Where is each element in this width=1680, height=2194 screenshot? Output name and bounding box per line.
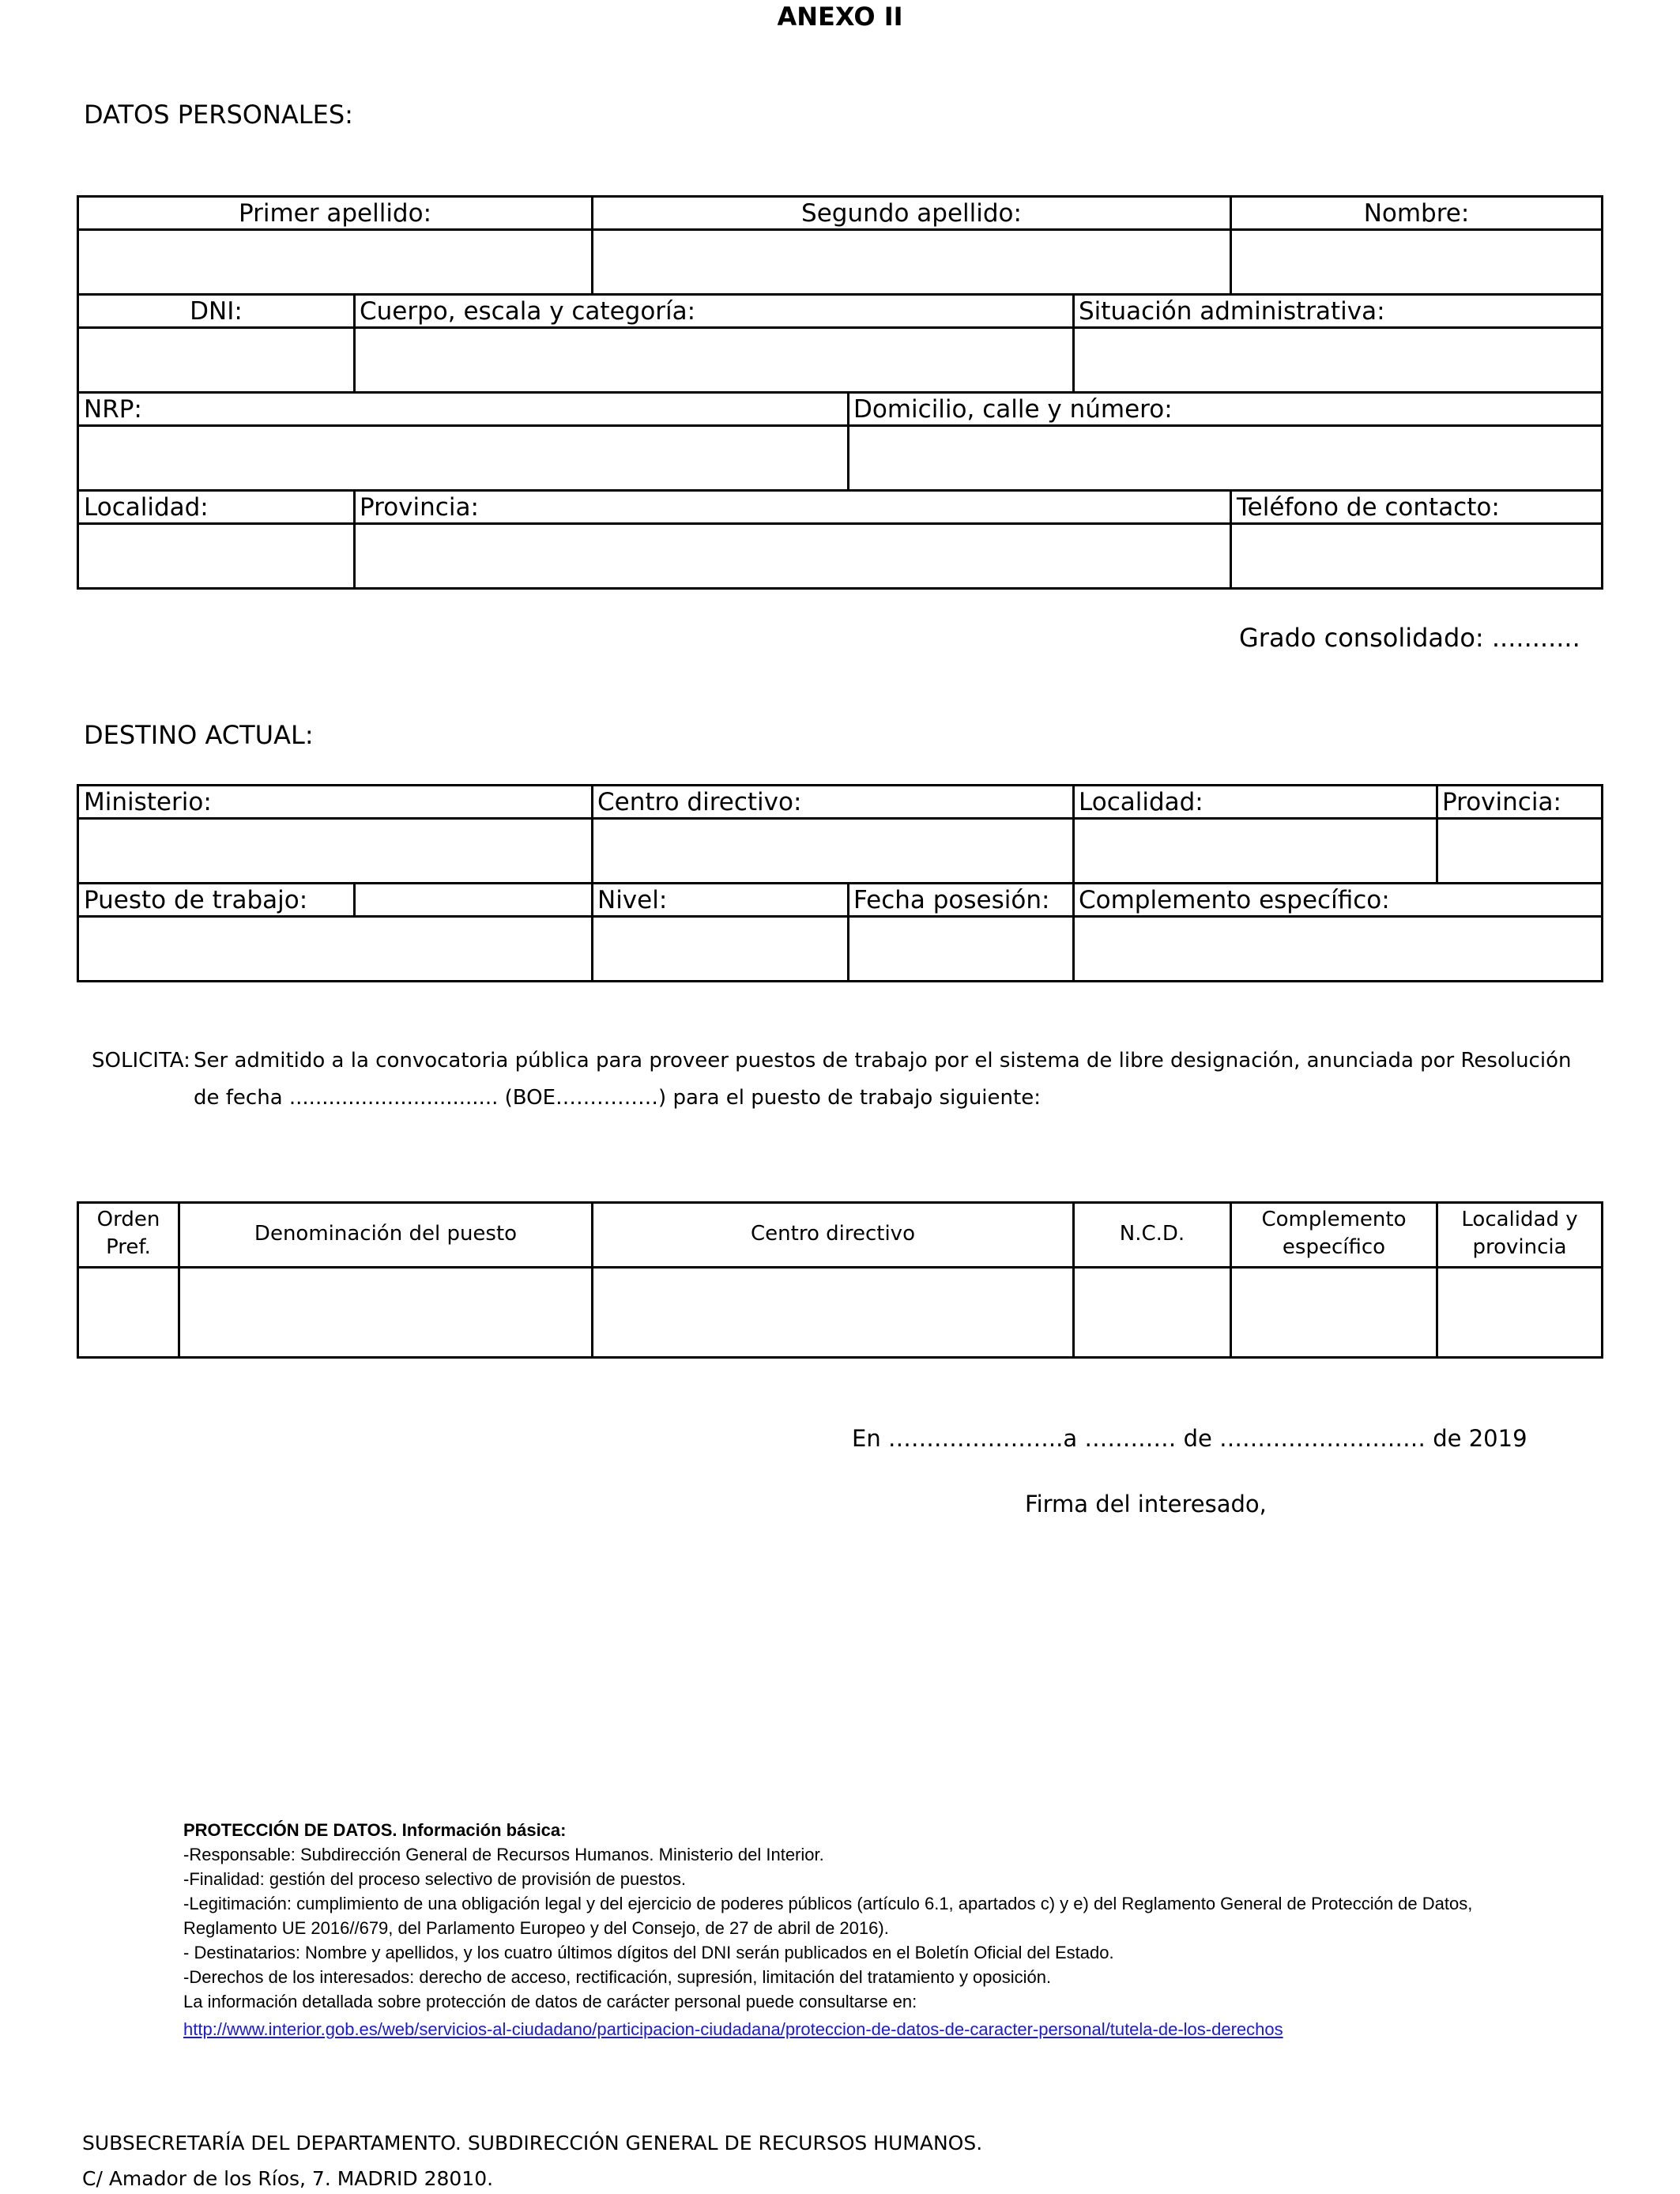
field-localidad[interactable] xyxy=(79,525,353,587)
label-nrp: NRP: xyxy=(84,395,142,424)
field-situacion[interactable] xyxy=(1075,329,1601,391)
field-dni[interactable] xyxy=(79,329,353,391)
field-centro-directivo[interactable] xyxy=(593,820,1072,882)
label-centro-directivo: Centro directivo: xyxy=(597,788,802,816)
field-localidad-provincia[interactable] xyxy=(1438,1269,1601,1356)
header-complemento: Complemento xyxy=(1261,1208,1407,1231)
field-nivel[interactable] xyxy=(593,918,847,980)
label-destino-provincia: Provincia: xyxy=(1442,788,1561,816)
field-complemento-especifico[interactable] xyxy=(1075,918,1601,980)
footer-line-2: C/ Amador de los Ríos, 7. MADRID 28010. xyxy=(82,2167,494,2190)
proteccion-heading: PROTECCIÓN DE DATOS. Información básica: xyxy=(183,1820,567,1840)
label-cuerpo: Cuerpo, escala y categoría: xyxy=(360,297,696,326)
proteccion-line: -Derechos de los interesados: derecho de acceso, rectificación, supresión, limitación del tratamiento y oposición. xyxy=(183,1967,1052,1987)
header-orden: Orden xyxy=(96,1208,160,1231)
proteccion-line: La información detallada sobre protección de datos de carácter personal puede consultarse en: xyxy=(183,1992,917,2011)
header-denominacion: Denominación del puesto xyxy=(254,1222,518,1246)
field-primer-apellido[interactable] xyxy=(79,231,591,293)
solicita-line-1: Ser admitido a la convocatoria pública para proveer puestos de trabajo por el sistema de libre designación, anunciada por Resolución xyxy=(194,1049,1572,1072)
header-ncd: N.C.D. xyxy=(1119,1222,1185,1246)
field-telefono[interactable] xyxy=(1232,525,1601,587)
label-destino-localidad: Localidad: xyxy=(1079,788,1203,816)
proteccion-line: - Destinatarios: Nombre y apellidos, y los cuatro últimos dígitos del DNI serán publicados en el Boletín Oficial del Estado. xyxy=(183,1943,1114,1962)
field-complemento[interactable] xyxy=(1232,1269,1436,1356)
firma-interesado: Firma del interesado, xyxy=(1025,1491,1267,1517)
field-centro[interactable] xyxy=(593,1269,1072,1356)
solicita-label: SOLICITA: xyxy=(92,1049,190,1072)
proteccion-line: -Finalidad: gestión del proceso selectivo de provisión de puestos. xyxy=(183,1869,686,1889)
label-telefono: Teléfono de contacto: xyxy=(1237,493,1500,522)
label-situacion: Situación administrativa: xyxy=(1079,297,1385,326)
label-nivel: Nivel: xyxy=(597,886,668,914)
document-title: ANEXO II xyxy=(777,2,903,32)
label-dni: DNI: xyxy=(190,297,243,326)
label-ministerio: Ministerio: xyxy=(84,788,212,816)
field-provincia[interactable] xyxy=(356,525,1230,587)
fecha-lugar: En …………………..a ………… de ……………………… de 2019 xyxy=(852,1425,1527,1452)
label-complemento-especifico: Complemento específico: xyxy=(1079,886,1390,914)
field-ncd[interactable] xyxy=(1075,1269,1230,1356)
field-nrp[interactable] xyxy=(79,427,847,489)
field-nombre[interactable] xyxy=(1232,231,1601,293)
proteccion-link[interactable]: http://www.interior.gob.es/web/servicios-al-ciudadano/participacion-ciudadana/proteccion-de-datos-de-caracter-personal/tutela-de-los-derechos xyxy=(183,2019,1283,2039)
label-nombre: Nombre: xyxy=(1363,199,1470,228)
field-cuerpo[interactable] xyxy=(356,329,1072,391)
field-orden[interactable] xyxy=(79,1269,178,1356)
label-localidad: Localidad: xyxy=(84,493,209,522)
field-domicilio[interactable] xyxy=(849,427,1601,489)
proteccion-line: -Legitimación: cumplimiento de una obligación legal y del ejercicio de poderes públicos (artículo 6.1, apartados c) y e) del Reglamento General de Protección de Datos, xyxy=(183,1894,1473,1913)
field-puesto-trabajo[interactable] xyxy=(79,918,591,980)
header-provincia: provincia xyxy=(1472,1235,1567,1259)
header-centro-directivo: Centro directivo xyxy=(751,1222,915,1246)
field-denominacion[interactable] xyxy=(180,1269,591,1356)
proteccion-line: -Responsable: Subdirección General de Recursos Humanos. Ministerio del Interior. xyxy=(183,1845,824,1864)
section-heading-destino: DESTINO ACTUAL: xyxy=(84,720,314,750)
proteccion-line: Reglamento UE 2016//679, del Parlamento Europeo y del Consejo, de 27 de abril de 2016). xyxy=(183,1918,889,1938)
field-destino-localidad[interactable] xyxy=(1075,820,1436,882)
header-especifico: específico xyxy=(1282,1235,1386,1259)
footer-line-1: SUBSECRETARÍA DEL DEPARTAMENTO. SUBDIRECCIÓN GENERAL DE RECURSOS HUMANOS. xyxy=(82,2132,983,2154)
field-ministerio[interactable] xyxy=(79,820,591,882)
solicita-line-2: de fecha ................................ (BOE……………) para el puesto de trabajo siguiente: xyxy=(194,1086,1041,1110)
label-segundo-apellido: Segundo apellido: xyxy=(801,199,1022,228)
field-segundo-apellido[interactable] xyxy=(593,231,1230,293)
label-fecha-posesion: Fecha posesión: xyxy=(853,886,1050,914)
header-pref: Pref. xyxy=(106,1235,151,1259)
label-puesto-trabajo: Puesto de trabajo: xyxy=(84,886,308,914)
label-primer-apellido: Primer apellido: xyxy=(238,199,432,228)
label-domicilio: Domicilio, calle y número: xyxy=(853,395,1173,424)
field-fecha-posesion[interactable] xyxy=(849,918,1072,980)
grado-consolidado: Grado consolidado: ........... xyxy=(1239,623,1580,653)
section-heading-personal: DATOS PERSONALES: xyxy=(84,100,353,130)
header-localidad: Localidad y xyxy=(1461,1208,1578,1231)
label-provincia: Provincia: xyxy=(360,493,479,522)
field-destino-provincia[interactable] xyxy=(1438,820,1601,882)
